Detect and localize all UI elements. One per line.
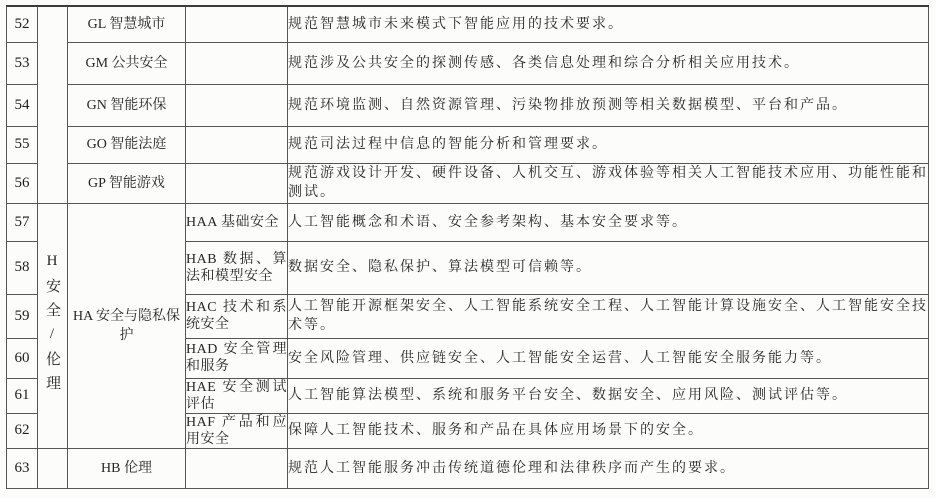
- category-cell: GP 智能游戏: [68, 163, 186, 203]
- item-cell: HAD 安全管理和服务: [186, 338, 288, 378]
- row-number: 60: [7, 338, 38, 378]
- top-category-cell: [38, 203, 68, 448]
- item-empty-cell: [186, 6, 288, 42]
- row-number: 55: [7, 126, 38, 163]
- item-empty-cell: [186, 126, 288, 163]
- description-cell: 安全风险管理、供应链安全、人工智能安全运营、人工智能安全服务能力等。: [288, 338, 929, 378]
- table-row-53: [7, 42, 929, 84]
- item-cell: HAB 数据、算法和模型安全: [186, 241, 288, 294]
- description-cell: 保障人工智能技术、服务和产品在具体应用场景下的安全。: [288, 413, 929, 448]
- row-number: 63: [7, 448, 38, 488]
- category-cell: GL 智慧城市: [68, 6, 186, 42]
- item-empty-cell: [186, 42, 288, 84]
- table-row-56: [7, 163, 929, 203]
- item-empty-cell: [186, 84, 288, 126]
- ai-standard-classification-table: [6, 5, 929, 489]
- row-number: 57: [7, 203, 38, 241]
- description-cell: 人工智能开源框架安全、人工智能系统安全工程、人工智能计算设施安全、人工智能安全技术等。: [288, 294, 929, 338]
- item-cell: HAC 技术和系统安全: [186, 294, 288, 338]
- category-cell-merged: HA 安全与隐私保护: [68, 203, 186, 448]
- description-cell: 规范游戏设计开发、硬件设备、人机交互、游戏体验等相关人工智能技术应用、功能性能和测试。: [288, 163, 929, 203]
- top-category-empty-cell: [38, 448, 68, 488]
- item-empty-cell: [186, 448, 288, 488]
- description-cell: 规范司法过程中信息的智能分析和管理要求。: [288, 126, 929, 163]
- top-category-empty-cell: [38, 6, 68, 203]
- description-cell: 人工智能算法模型、系统和服务平台安全、数据安全、应用风险、测试评估等。: [288, 378, 929, 413]
- table-row-54: [7, 84, 929, 126]
- description-cell: 规范环境监测、自然资源管理、污染物排放预测等相关数据模型、平台和产品。: [288, 84, 929, 126]
- table-row-55: [7, 126, 929, 163]
- row-number: 62: [7, 413, 38, 448]
- description-cell: 规范智慧城市未来模式下智能应用的技术要求。: [288, 6, 929, 42]
- top-category-label: H安全/伦理: [44, 252, 60, 399]
- row-number: 52: [7, 6, 38, 42]
- description-cell: 规范涉及公共安全的探测传感、各类信息处理和综合分析相关应用技术。: [288, 42, 929, 84]
- table-row-57: [7, 203, 929, 241]
- category-cell: HB 伦理: [68, 448, 186, 488]
- category-cell: GM 公共安全: [68, 42, 186, 84]
- row-number: 61: [7, 378, 38, 413]
- description-cell: 规范人工智能服务冲击传统道德伦理和法律秩序而产生的要求。: [288, 448, 929, 488]
- row-number: 56: [7, 163, 38, 203]
- row-number: 58: [7, 241, 38, 294]
- row-number: 54: [7, 84, 38, 126]
- category-cell: GO 智能法庭: [68, 126, 186, 163]
- description-cell: 数据安全、隐私保护、算法模型可信赖等。: [288, 241, 929, 294]
- category-cell: GN 智能环保: [68, 84, 186, 126]
- item-cell: HAF 产品和应用安全: [186, 414, 287, 447]
- row-number: 59: [7, 294, 38, 338]
- item-cell: HAE 安全测试评估: [186, 379, 287, 412]
- table-row-52: [7, 6, 929, 42]
- description-cell: 人工智能概念和术语、安全参考架构、基本安全要求等。: [288, 203, 929, 241]
- row-number: 53: [7, 42, 38, 84]
- item-cell: HAA 基础安全: [186, 203, 288, 241]
- table-row-63: [7, 448, 929, 488]
- item-empty-cell: [186, 163, 288, 203]
